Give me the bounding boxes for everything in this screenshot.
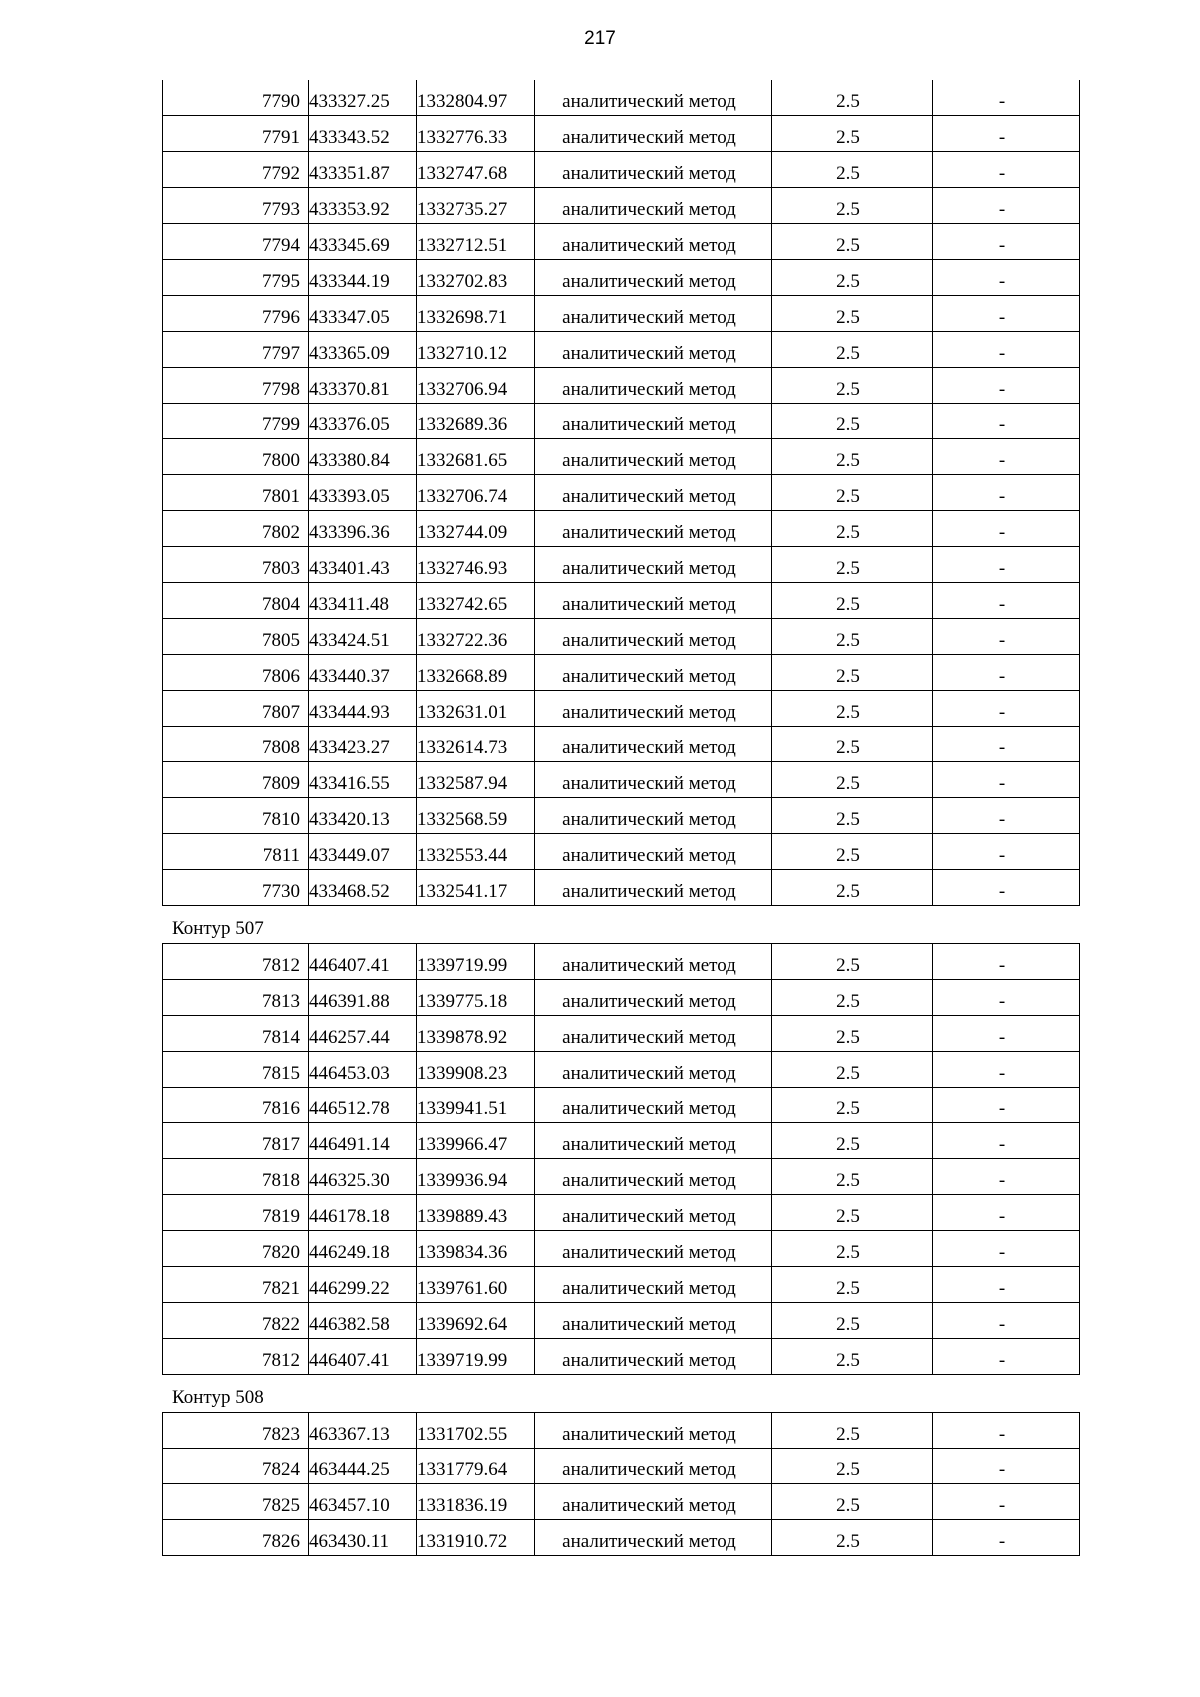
table-row bbox=[163, 403, 1080, 439]
method-cell: аналитический метод bbox=[535, 1015, 772, 1051]
x-coordinate-cell: 433468.52 bbox=[309, 870, 417, 906]
x-coordinate-cell: 433424.51 bbox=[309, 618, 417, 654]
table-row bbox=[163, 834, 1080, 870]
point-number-cell: 7812 bbox=[163, 943, 309, 979]
x-coordinate-cell: 446391.88 bbox=[309, 979, 417, 1015]
point-number-cell: 7802 bbox=[163, 511, 309, 547]
point-number-cell: 7825 bbox=[163, 1484, 309, 1520]
y-coordinate-cell: 1339719.99 bbox=[417, 943, 535, 979]
x-coordinate-cell: 433327.25 bbox=[309, 80, 417, 116]
description-cell: - bbox=[933, 547, 1080, 583]
y-coordinate-cell: 1332747.68 bbox=[417, 152, 535, 188]
method-cell: аналитический метод bbox=[535, 798, 772, 834]
point-number-cell: 7808 bbox=[163, 726, 309, 762]
accuracy-cell: 2.5 bbox=[772, 1195, 933, 1231]
accuracy-cell: 2.5 bbox=[772, 582, 933, 618]
y-coordinate-cell: 1332614.73 bbox=[417, 726, 535, 762]
method-cell: аналитический метод bbox=[535, 690, 772, 726]
point-number-cell: 7807 bbox=[163, 690, 309, 726]
coordinates-table bbox=[162, 1412, 1080, 1557]
method-cell: аналитический метод bbox=[535, 582, 772, 618]
y-coordinate-cell: 1339966.47 bbox=[417, 1123, 535, 1159]
x-coordinate-cell: 463367.13 bbox=[309, 1412, 417, 1448]
description-cell: - bbox=[933, 1484, 1080, 1520]
accuracy-cell: 2.5 bbox=[772, 979, 933, 1015]
y-coordinate-cell: 1339692.64 bbox=[417, 1302, 535, 1338]
point-number-cell: 7824 bbox=[163, 1448, 309, 1484]
table-row bbox=[163, 367, 1080, 403]
y-coordinate-cell: 1332735.27 bbox=[417, 188, 535, 224]
y-coordinate-cell: 1339761.60 bbox=[417, 1267, 535, 1303]
accuracy-cell: 2.5 bbox=[772, 943, 933, 979]
point-number-cell: 7794 bbox=[163, 224, 309, 260]
y-coordinate-cell: 1339878.92 bbox=[417, 1015, 535, 1051]
contour-title: Контур 507 bbox=[172, 917, 264, 939]
table-row bbox=[163, 511, 1080, 547]
method-cell: аналитический метод bbox=[535, 1123, 772, 1159]
table-row bbox=[163, 439, 1080, 475]
description-cell: - bbox=[933, 439, 1080, 475]
x-coordinate-cell: 433376.05 bbox=[309, 403, 417, 439]
accuracy-cell: 2.5 bbox=[772, 1231, 933, 1267]
accuracy-cell: 2.5 bbox=[772, 547, 933, 583]
method-cell: аналитический метод bbox=[535, 403, 772, 439]
table-row bbox=[163, 654, 1080, 690]
point-number-cell: 7810 bbox=[163, 798, 309, 834]
y-coordinate-cell: 1332587.94 bbox=[417, 762, 535, 798]
description-cell: - bbox=[933, 1195, 1080, 1231]
table-row bbox=[163, 259, 1080, 295]
table-row bbox=[163, 1484, 1080, 1520]
table-row bbox=[163, 690, 1080, 726]
y-coordinate-cell: 1339719.99 bbox=[417, 1338, 535, 1374]
table-row bbox=[163, 1051, 1080, 1087]
description-cell: - bbox=[933, 762, 1080, 798]
point-number-cell: 7814 bbox=[163, 1015, 309, 1051]
table-row bbox=[163, 1520, 1080, 1556]
description-cell: - bbox=[933, 798, 1080, 834]
description-cell: - bbox=[933, 690, 1080, 726]
contour-section bbox=[162, 1375, 1079, 1557]
x-coordinate-cell: 446407.41 bbox=[309, 1338, 417, 1374]
x-coordinate-cell: 446491.14 bbox=[309, 1123, 417, 1159]
y-coordinate-cell: 1339834.36 bbox=[417, 1231, 535, 1267]
description-cell: - bbox=[933, 1267, 1080, 1303]
y-coordinate-cell: 1332706.74 bbox=[417, 475, 535, 511]
description-cell: - bbox=[933, 726, 1080, 762]
point-number-cell: 7795 bbox=[163, 259, 309, 295]
y-coordinate-cell: 1339936.94 bbox=[417, 1159, 535, 1195]
method-cell: аналитический метод bbox=[535, 475, 772, 511]
x-coordinate-cell: 433449.07 bbox=[309, 834, 417, 870]
y-coordinate-cell: 1331836.19 bbox=[417, 1484, 535, 1520]
table-row bbox=[163, 798, 1080, 834]
description-cell: - bbox=[933, 475, 1080, 511]
method-cell: аналитический метод bbox=[535, 224, 772, 260]
y-coordinate-cell: 1339775.18 bbox=[417, 979, 535, 1015]
coordinates-table bbox=[162, 80, 1080, 906]
accuracy-cell: 2.5 bbox=[772, 1123, 933, 1159]
accuracy-cell: 2.5 bbox=[772, 439, 933, 475]
y-coordinate-cell: 1332706.94 bbox=[417, 367, 535, 403]
x-coordinate-cell: 446407.41 bbox=[309, 943, 417, 979]
y-coordinate-cell: 1332746.93 bbox=[417, 547, 535, 583]
x-coordinate-cell: 433351.87 bbox=[309, 152, 417, 188]
point-number-cell: 7804 bbox=[163, 582, 309, 618]
accuracy-cell: 2.5 bbox=[772, 403, 933, 439]
table-row bbox=[163, 152, 1080, 188]
point-number-cell: 7816 bbox=[163, 1087, 309, 1123]
point-number-cell: 7797 bbox=[163, 331, 309, 367]
accuracy-cell: 2.5 bbox=[772, 1520, 933, 1556]
table-row bbox=[163, 870, 1080, 906]
y-coordinate-cell: 1332668.89 bbox=[417, 654, 535, 690]
y-coordinate-cell: 1332541.17 bbox=[417, 870, 535, 906]
contour-section bbox=[162, 80, 1079, 906]
accuracy-cell: 2.5 bbox=[772, 80, 933, 116]
point-number-cell: 7817 bbox=[163, 1123, 309, 1159]
x-coordinate-cell: 446453.03 bbox=[309, 1051, 417, 1087]
point-number-cell: 7800 bbox=[163, 439, 309, 475]
y-coordinate-cell: 1332702.83 bbox=[417, 259, 535, 295]
y-coordinate-cell: 1331702.55 bbox=[417, 1412, 535, 1448]
point-number-cell: 7823 bbox=[163, 1412, 309, 1448]
point-number-cell: 7798 bbox=[163, 367, 309, 403]
x-coordinate-cell: 433401.43 bbox=[309, 547, 417, 583]
method-cell: аналитический метод bbox=[535, 1231, 772, 1267]
description-cell: - bbox=[933, 1051, 1080, 1087]
description-cell: - bbox=[933, 1520, 1080, 1556]
method-cell: аналитический метод bbox=[535, 943, 772, 979]
x-coordinate-cell: 446382.58 bbox=[309, 1302, 417, 1338]
x-coordinate-cell: 433347.05 bbox=[309, 295, 417, 331]
accuracy-cell: 2.5 bbox=[772, 511, 933, 547]
point-number-cell: 7805 bbox=[163, 618, 309, 654]
x-coordinate-cell: 433440.37 bbox=[309, 654, 417, 690]
point-number-cell: 7791 bbox=[163, 116, 309, 152]
accuracy-cell: 2.5 bbox=[772, 1302, 933, 1338]
description-cell: - bbox=[933, 116, 1080, 152]
description-cell: - bbox=[933, 331, 1080, 367]
accuracy-cell: 2.5 bbox=[772, 1412, 933, 1448]
description-cell: - bbox=[933, 511, 1080, 547]
y-coordinate-cell: 1332689.36 bbox=[417, 403, 535, 439]
y-coordinate-cell: 1332804.97 bbox=[417, 80, 535, 116]
method-cell: аналитический метод bbox=[535, 1051, 772, 1087]
x-coordinate-cell: 433343.52 bbox=[309, 116, 417, 152]
method-cell: аналитический метод bbox=[535, 834, 772, 870]
x-coordinate-cell: 446249.18 bbox=[309, 1231, 417, 1267]
x-coordinate-cell: 446257.44 bbox=[309, 1015, 417, 1051]
coordinates-table bbox=[162, 943, 1080, 1375]
y-coordinate-cell: 1332710.12 bbox=[417, 331, 535, 367]
table-row bbox=[163, 1015, 1080, 1051]
method-cell: аналитический метод bbox=[535, 1520, 772, 1556]
x-coordinate-cell: 446512.78 bbox=[309, 1087, 417, 1123]
table-row bbox=[163, 475, 1080, 511]
x-coordinate-cell: 446178.18 bbox=[309, 1195, 417, 1231]
point-number-cell: 7801 bbox=[163, 475, 309, 511]
x-coordinate-cell: 433353.92 bbox=[309, 188, 417, 224]
method-cell: аналитический метод bbox=[535, 654, 772, 690]
method-cell: аналитический метод bbox=[535, 1448, 772, 1484]
method-cell: аналитический метод bbox=[535, 511, 772, 547]
point-number-cell: 7813 bbox=[163, 979, 309, 1015]
accuracy-cell: 2.5 bbox=[772, 116, 933, 152]
y-coordinate-cell: 1332553.44 bbox=[417, 834, 535, 870]
table-row bbox=[163, 1412, 1080, 1448]
table-row bbox=[163, 943, 1080, 979]
method-cell: аналитический метод bbox=[535, 1087, 772, 1123]
description-cell: - bbox=[933, 1123, 1080, 1159]
description-cell: - bbox=[933, 943, 1080, 979]
description-cell: - bbox=[933, 152, 1080, 188]
point-number-cell: 7826 bbox=[163, 1520, 309, 1556]
description-cell: - bbox=[933, 295, 1080, 331]
accuracy-cell: 2.5 bbox=[772, 1267, 933, 1303]
x-coordinate-cell: 433344.19 bbox=[309, 259, 417, 295]
accuracy-cell: 2.5 bbox=[772, 618, 933, 654]
method-cell: аналитический метод bbox=[535, 1159, 772, 1195]
x-coordinate-cell: 463430.11 bbox=[309, 1520, 417, 1556]
x-coordinate-cell: 433420.13 bbox=[309, 798, 417, 834]
x-coordinate-cell: 463444.25 bbox=[309, 1448, 417, 1484]
x-coordinate-cell: 433423.27 bbox=[309, 726, 417, 762]
table-row bbox=[163, 618, 1080, 654]
description-cell: - bbox=[933, 618, 1080, 654]
method-cell: аналитический метод bbox=[535, 259, 772, 295]
table-row bbox=[163, 1448, 1080, 1484]
method-cell: аналитический метод bbox=[535, 1267, 772, 1303]
table-row bbox=[163, 979, 1080, 1015]
x-coordinate-cell: 446299.22 bbox=[309, 1267, 417, 1303]
description-cell: - bbox=[933, 654, 1080, 690]
method-cell: аналитический метод bbox=[535, 295, 772, 331]
description-cell: - bbox=[933, 403, 1080, 439]
accuracy-cell: 2.5 bbox=[772, 259, 933, 295]
table-row bbox=[163, 1195, 1080, 1231]
point-number-cell: 7730 bbox=[163, 870, 309, 906]
table-row bbox=[163, 1231, 1080, 1267]
x-coordinate-cell: 433365.09 bbox=[309, 331, 417, 367]
description-cell: - bbox=[933, 1412, 1080, 1448]
method-cell: аналитический метод bbox=[535, 762, 772, 798]
description-cell: - bbox=[933, 834, 1080, 870]
x-coordinate-cell: 433416.55 bbox=[309, 762, 417, 798]
description-cell: - bbox=[933, 1231, 1080, 1267]
table-row bbox=[163, 1087, 1080, 1123]
method-cell: аналитический метод bbox=[535, 547, 772, 583]
accuracy-cell: 2.5 bbox=[772, 1484, 933, 1520]
description-cell: - bbox=[933, 367, 1080, 403]
table-row bbox=[163, 1267, 1080, 1303]
point-number-cell: 7815 bbox=[163, 1051, 309, 1087]
method-cell: аналитический метод bbox=[535, 1195, 772, 1231]
description-cell: - bbox=[933, 224, 1080, 260]
method-cell: аналитический метод bbox=[535, 152, 772, 188]
table-row bbox=[163, 1123, 1080, 1159]
y-coordinate-cell: 1332744.09 bbox=[417, 511, 535, 547]
accuracy-cell: 2.5 bbox=[772, 1448, 933, 1484]
point-number-cell: 7819 bbox=[163, 1195, 309, 1231]
method-cell: аналитический метод bbox=[535, 188, 772, 224]
accuracy-cell: 2.5 bbox=[772, 798, 933, 834]
point-number-cell: 7803 bbox=[163, 547, 309, 583]
contour-section bbox=[162, 906, 1079, 1375]
description-cell: - bbox=[933, 80, 1080, 116]
method-cell: аналитический метод bbox=[535, 116, 772, 152]
method-cell: аналитический метод bbox=[535, 726, 772, 762]
description-cell: - bbox=[933, 1087, 1080, 1123]
y-coordinate-cell: 1332631.01 bbox=[417, 690, 535, 726]
description-cell: - bbox=[933, 979, 1080, 1015]
accuracy-cell: 2.5 bbox=[772, 475, 933, 511]
method-cell: аналитический метод bbox=[535, 331, 772, 367]
accuracy-cell: 2.5 bbox=[772, 1015, 933, 1051]
x-coordinate-cell: 446325.30 bbox=[309, 1159, 417, 1195]
point-number-cell: 7821 bbox=[163, 1267, 309, 1303]
accuracy-cell: 2.5 bbox=[772, 331, 933, 367]
y-coordinate-cell: 1331910.72 bbox=[417, 1520, 535, 1556]
y-coordinate-cell: 1332776.33 bbox=[417, 116, 535, 152]
method-cell: аналитический метод bbox=[535, 367, 772, 403]
method-cell: аналитический метод bbox=[535, 979, 772, 1015]
point-number-cell: 7799 bbox=[163, 403, 309, 439]
table-row bbox=[163, 582, 1080, 618]
x-coordinate-cell: 433396.36 bbox=[309, 511, 417, 547]
accuracy-cell: 2.5 bbox=[772, 1338, 933, 1374]
x-coordinate-cell: 433370.81 bbox=[309, 367, 417, 403]
x-coordinate-cell: 433345.69 bbox=[309, 224, 417, 260]
x-coordinate-cell: 433393.05 bbox=[309, 475, 417, 511]
contour-title: Контур 508 bbox=[172, 1386, 264, 1408]
y-coordinate-cell: 1339908.23 bbox=[417, 1051, 535, 1087]
method-cell: аналитический метод bbox=[535, 1302, 772, 1338]
accuracy-cell: 2.5 bbox=[772, 834, 933, 870]
x-coordinate-cell: 433444.93 bbox=[309, 690, 417, 726]
accuracy-cell: 2.5 bbox=[772, 1159, 933, 1195]
point-number-cell: 7820 bbox=[163, 1231, 309, 1267]
method-cell: аналитический метод bbox=[535, 1484, 772, 1520]
description-cell: - bbox=[933, 870, 1080, 906]
accuracy-cell: 2.5 bbox=[772, 367, 933, 403]
table-row bbox=[163, 726, 1080, 762]
coordinates-document bbox=[162, 80, 1079, 1556]
accuracy-cell: 2.5 bbox=[772, 188, 933, 224]
table-row bbox=[163, 80, 1080, 116]
table-row bbox=[163, 762, 1080, 798]
y-coordinate-cell: 1332698.71 bbox=[417, 295, 535, 331]
table-row bbox=[163, 116, 1080, 152]
accuracy-cell: 2.5 bbox=[772, 152, 933, 188]
point-number-cell: 7806 bbox=[163, 654, 309, 690]
accuracy-cell: 2.5 bbox=[772, 870, 933, 906]
description-cell: - bbox=[933, 259, 1080, 295]
table-row bbox=[163, 1302, 1080, 1338]
point-number-cell: 7822 bbox=[163, 1302, 309, 1338]
point-number-cell: 7796 bbox=[163, 295, 309, 331]
point-number-cell: 7790 bbox=[163, 80, 309, 116]
accuracy-cell: 2.5 bbox=[772, 224, 933, 260]
table-row bbox=[163, 224, 1080, 260]
y-coordinate-cell: 1332568.59 bbox=[417, 798, 535, 834]
accuracy-cell: 2.5 bbox=[772, 295, 933, 331]
y-coordinate-cell: 1339889.43 bbox=[417, 1195, 535, 1231]
table-row bbox=[163, 331, 1080, 367]
accuracy-cell: 2.5 bbox=[772, 762, 933, 798]
description-cell: - bbox=[933, 1302, 1080, 1338]
description-cell: - bbox=[933, 1448, 1080, 1484]
table-row bbox=[163, 1338, 1080, 1374]
method-cell: аналитический метод bbox=[535, 1412, 772, 1448]
y-coordinate-cell: 1332712.51 bbox=[417, 224, 535, 260]
point-number-cell: 7811 bbox=[163, 834, 309, 870]
description-cell: - bbox=[933, 188, 1080, 224]
accuracy-cell: 2.5 bbox=[772, 1087, 933, 1123]
method-cell: аналитический метод bbox=[535, 618, 772, 654]
y-coordinate-cell: 1332681.65 bbox=[417, 439, 535, 475]
x-coordinate-cell: 433380.84 bbox=[309, 439, 417, 475]
point-number-cell: 7809 bbox=[163, 762, 309, 798]
y-coordinate-cell: 1339941.51 bbox=[417, 1087, 535, 1123]
description-cell: - bbox=[933, 1338, 1080, 1374]
page-number: 217 bbox=[584, 28, 616, 49]
table-row bbox=[163, 188, 1080, 224]
accuracy-cell: 2.5 bbox=[772, 690, 933, 726]
table-row bbox=[163, 1159, 1080, 1195]
table-row bbox=[163, 547, 1080, 583]
accuracy-cell: 2.5 bbox=[772, 1051, 933, 1087]
y-coordinate-cell: 1332722.36 bbox=[417, 618, 535, 654]
method-cell: аналитический метод bbox=[535, 439, 772, 475]
description-cell: - bbox=[933, 1159, 1080, 1195]
point-number-cell: 7812 bbox=[163, 1338, 309, 1374]
method-cell: аналитический метод bbox=[535, 80, 772, 116]
method-cell: аналитический метод bbox=[535, 1338, 772, 1374]
description-cell: - bbox=[933, 1015, 1080, 1051]
y-coordinate-cell: 1331779.64 bbox=[417, 1448, 535, 1484]
x-coordinate-cell: 463457.10 bbox=[309, 1484, 417, 1520]
x-coordinate-cell: 433411.48 bbox=[309, 582, 417, 618]
point-number-cell: 7792 bbox=[163, 152, 309, 188]
accuracy-cell: 2.5 bbox=[772, 726, 933, 762]
y-coordinate-cell: 1332742.65 bbox=[417, 582, 535, 618]
point-number-cell: 7793 bbox=[163, 188, 309, 224]
method-cell: аналитический метод bbox=[535, 870, 772, 906]
accuracy-cell: 2.5 bbox=[772, 654, 933, 690]
description-cell: - bbox=[933, 582, 1080, 618]
table-row bbox=[163, 295, 1080, 331]
point-number-cell: 7818 bbox=[163, 1159, 309, 1195]
